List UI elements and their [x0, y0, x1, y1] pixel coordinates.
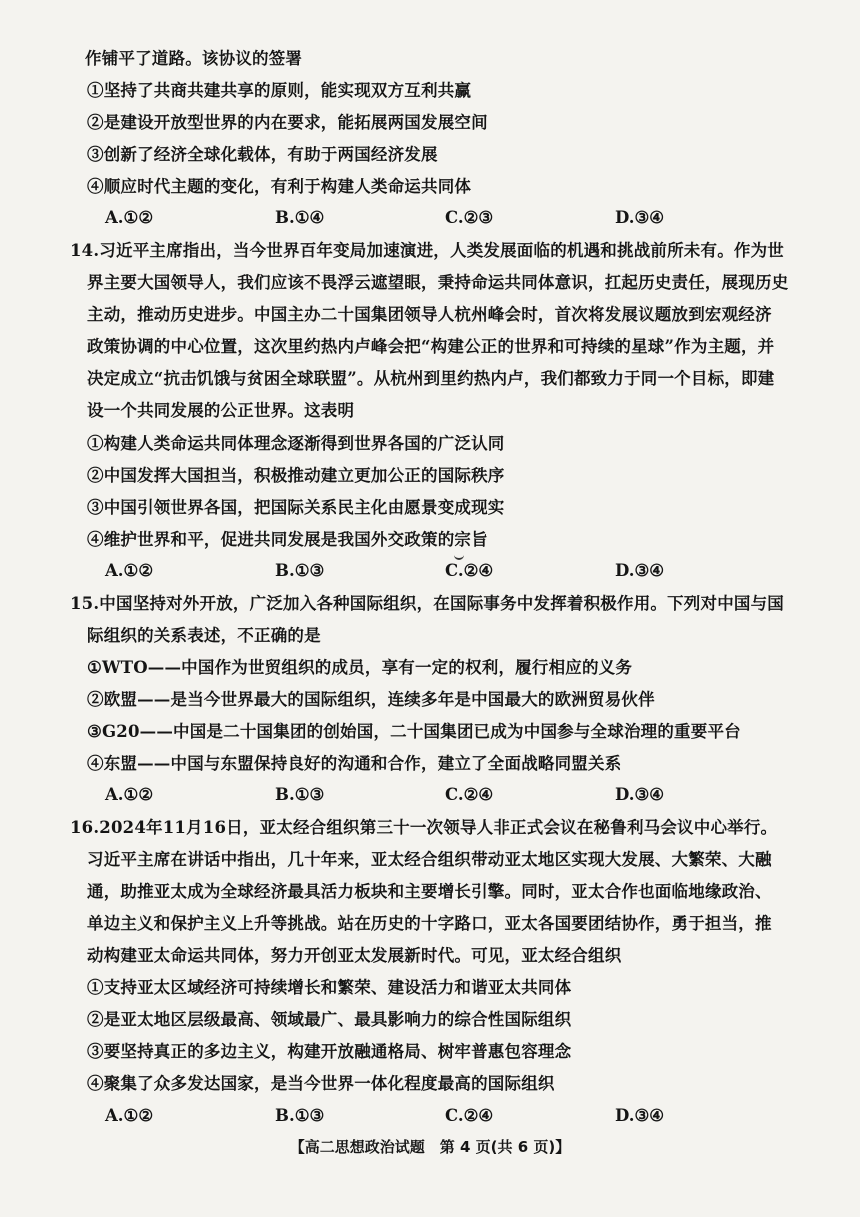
q13-item-4: ④顺应时代主题的变化，有利于构建人类命运共同体: [87, 177, 472, 196]
q16-stem-2: 习近平主席在讲话中指出，几十年来，亚太经合组织带动亚太地区实现大发展、大繁荣、大融: [87, 850, 772, 869]
q15-option-a: A.①②: [105, 785, 154, 804]
q16-stem-4: 单边主义和保护主义上升等挑战。站在历史的十字路口，亚太各国要团结协作，勇于担当，推: [87, 914, 772, 933]
q16-options: [105, 1106, 745, 1128]
q14-stem-2: 界主要大国领导人，我们应该不畏浮云遮望眼，秉持命运共同体意识，扛起历史责任，展现历史: [87, 273, 789, 292]
q14-stem-3: 主动，推动历史进步。中国主办二十国集团领导人杭州峰会时，首次将发展议题放到宏观经济: [87, 305, 772, 324]
q14-stem-4: 政策协调的中心位置，这次里约热内卢峰会把“构建公正的世界和可持续的星球”作为主题，并: [87, 337, 775, 356]
q16-stem-3: 通，助推亚太成为全球经济最具活力板块和主要增长引擎。同时，亚太合作也面临地缘政治、: [87, 882, 772, 901]
q16-option-b: B.①③: [275, 1106, 325, 1125]
q13-item-2: ②是建设开放型世界的内在要求，能拓展两国发展空间: [87, 113, 488, 132]
q16-item-3: ③要坚持真正的多边主义，构建开放融通格局、树牢普惠包容理念: [87, 1042, 572, 1061]
q15-item-2: ②欧盟——是当今世界最大的国际组织，连续多年是中国最大的欧洲贸易伙伴: [87, 690, 655, 709]
q15-item-3: ③G20——中国是二十国集团的创始国，二十国集团已成为中国参与全球治理的重要平台: [87, 722, 741, 741]
page-footer: 【高二思想政治试题 第 4 页(共 6 页)】: [289, 1138, 571, 1156]
q13-lead: 作铺平了道路。该协议的签署: [85, 49, 303, 68]
q15-item-1: ①WTO——中国作为世贸组织的成员，享有一定的权利，履行相应的义务: [87, 658, 633, 677]
q13-option-c: C.②③: [445, 208, 494, 227]
q16-stem-1: 16.2024年11月16日，亚太经合组织第三十一次领导人非正式会议在秘鲁利马会议中心举行。: [70, 818, 778, 837]
q15-stem-1: 15.中国坚持对外开放，广泛加入各种国际组织，在国际事务中发挥着积极作用。下列对中国与国: [70, 594, 785, 613]
q13-option-b: B.①④: [275, 208, 325, 227]
q14-item-1: ①构建人类命运共同体理念逐渐得到世界各国的广泛认同: [87, 434, 505, 453]
q13-options: [105, 208, 745, 230]
q14-option-c: C.②④: [445, 561, 494, 580]
q15-options: [105, 785, 745, 807]
pen-mark: [454, 552, 464, 560]
q14-stem-1: 14.习近平主席指出，当今世界百年变局加速演进，人类发展面临的机遇和挑战前所未有。作为世: [70, 241, 785, 260]
q13-option-d: D.③④: [615, 208, 665, 227]
q14-item-2: ②中国发挥大国担当，积极推动建立更加公正的国际秩序: [87, 466, 505, 485]
q14-option-d: D.③④: [615, 561, 665, 580]
q14-stem-5: 决定成立“抗击饥饿与贫困全球联盟”。从杭州到里约热内卢，我们都致力于同一个目标，即建: [87, 369, 775, 388]
q16-option-d: D.③④: [615, 1106, 665, 1125]
q16-option-c: C.②④: [445, 1106, 494, 1125]
q14-stem-6: 设一个共同发展的公正世界。这表明: [87, 401, 355, 420]
q14-option-a: A.①②: [105, 561, 154, 580]
q15-option-b: B.①③: [275, 785, 325, 804]
q16-item-1: ①支持亚太区域经济可持续增长和繁荣、建设活力和谐亚太共同体: [87, 978, 572, 997]
q13-option-a: A.①②: [105, 208, 154, 227]
q15-stem-2: 际组织的关系表述，不正确的是: [87, 626, 321, 645]
q16-item-2: ②是亚太地区层级最高、领域最广、最具影响力的综合性国际组织: [87, 1010, 572, 1029]
q13-item-1: ①坚持了共商共建共享的原则，能实现双方互利共赢: [87, 81, 472, 100]
q14-item-4: ④维护世界和平，促进共同发展是我国外交政策的宗旨: [87, 530, 488, 549]
q15-option-d: D.③④: [615, 785, 665, 804]
q16-option-a: A.①②: [105, 1106, 154, 1125]
q14-item-3: ③中国引领世界各国，把国际关系民主化由愿景变成现实: [87, 498, 505, 517]
q13-item-3: ③创新了经济全球化载体，有助于两国经济发展: [87, 145, 438, 164]
q16-item-4: ④聚集了众多发达国家，是当今世界一体化程度最高的国际组织: [87, 1074, 555, 1093]
q14-option-b: B.①③: [275, 561, 325, 580]
q15-option-c: C.②④: [445, 785, 494, 804]
q14-options: [105, 561, 745, 583]
q15-item-4: ④东盟——中国与东盟保持良好的沟通和合作，建立了全面战略同盟关系: [87, 754, 622, 773]
q16-stem-5: 动构建亚太命运共同体，努力开创亚太发展新时代。可见，亚太经合组织: [87, 946, 622, 965]
